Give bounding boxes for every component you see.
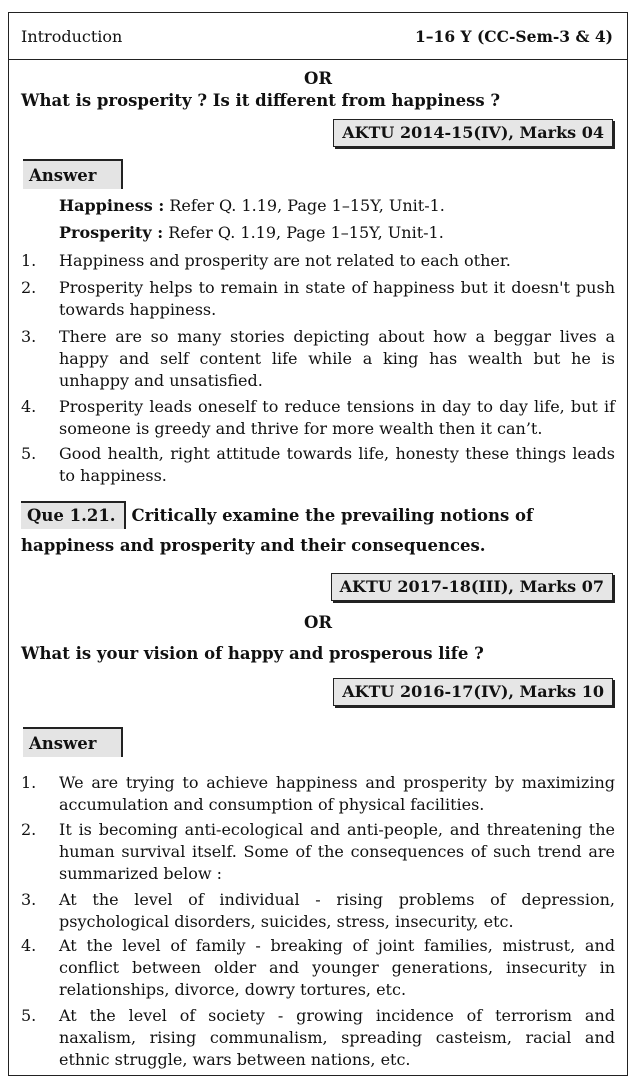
list-text: It is becoming anti-ecological and anti-people, and threatening the human survival itself. Some of the consequences of such trend are summarized below : bbox=[59, 820, 615, 883]
aktu-badge: AKTU 2017-18(III), Marks 07 bbox=[331, 573, 613, 601]
page bbox=[8, 12, 628, 1076]
list-number: 2. bbox=[21, 820, 37, 839]
list-item bbox=[21, 889, 615, 933]
aktu-badge: AKTU 2016-17(IV), Marks 10 bbox=[333, 678, 613, 706]
question-text: Critically examine the prevailing notions of happiness and prosperity and their consequences. bbox=[21, 506, 534, 555]
list-text: There are so many stories depicting about how a beggar lives a happy and self content life while a king has wealth but he is unhappy and unsatisfied. bbox=[59, 327, 615, 390]
list-number: 1. bbox=[21, 251, 37, 270]
list-text: At the level of individual - rising problems of depression, psychological disorders, suicides, stress, insecurity, etc. bbox=[59, 890, 615, 931]
list-text: Good health, right attitude towards life, honesty these things leads to happiness. bbox=[59, 444, 615, 485]
list-text: Prosperity leads oneself to reduce tensions in day to day life, but if someone is greedy and thrive for more wealth then it can’t. bbox=[59, 397, 615, 438]
list-item bbox=[21, 443, 615, 487]
happiness-label: Happiness : bbox=[59, 196, 165, 215]
list-item bbox=[21, 396, 615, 440]
list-number: 4. bbox=[21, 397, 37, 416]
list-text: At the level of society - growing incidence of terrorism and naxalism, rising communalism, spreading casteism, racial and ethnic struggle, wars between nations, etc. bbox=[59, 1006, 615, 1069]
list-text: We are trying to achieve happiness and prosperity by maximizing accumulation and consumption of physical facilities. bbox=[59, 773, 615, 814]
list-item bbox=[21, 1005, 615, 1071]
page-number: 1–16 Y (CC-Sem-3 & 4) bbox=[415, 27, 613, 46]
question-heading bbox=[21, 501, 615, 561]
list-number: 5. bbox=[21, 444, 37, 463]
answer-label: Answer bbox=[23, 727, 123, 757]
list-number: 3. bbox=[21, 327, 37, 346]
list-item bbox=[21, 326, 615, 392]
question-number: Que 1.21. bbox=[21, 501, 126, 529]
list-item bbox=[21, 772, 615, 816]
page-header bbox=[21, 27, 613, 51]
happiness-ref bbox=[59, 196, 445, 215]
prosperity-ref bbox=[59, 223, 444, 242]
or-separator: OR bbox=[303, 613, 333, 632]
list-item bbox=[21, 819, 615, 885]
list-text: Prosperity helps to remain in state of happiness but it doesn't push towards happiness. bbox=[59, 278, 615, 319]
answer-label: Answer bbox=[23, 159, 123, 189]
list-number: 5. bbox=[21, 1006, 37, 1025]
prosperity-label: Prosperity : bbox=[59, 223, 164, 242]
aktu-badge: AKTU 2014-15(IV), Marks 04 bbox=[333, 119, 613, 147]
list-text: Happiness and prosperity are not related to each other. bbox=[59, 251, 511, 270]
or-separator: OR bbox=[303, 69, 333, 88]
list-item bbox=[21, 935, 615, 1001]
question-text: What is prosperity ? Is it different from happiness ? bbox=[21, 91, 501, 110]
list-item bbox=[21, 250, 615, 272]
list-item bbox=[21, 277, 615, 321]
list-number: 4. bbox=[21, 936, 37, 955]
question-text: What is your vision of happy and prosperous life ? bbox=[21, 644, 484, 663]
section-title: Introduction bbox=[21, 27, 123, 46]
list-number: 1. bbox=[21, 773, 37, 792]
list-number: 3. bbox=[21, 890, 37, 909]
header-divider bbox=[9, 59, 627, 60]
happiness-ref-text: Refer Q. 1.19, Page 1–15Y, Unit-1. bbox=[164, 196, 445, 215]
list-text: At the level of family - breaking of joint families, mistrust, and conflict between older and younger generations, insecurity in relationships, divorce, dowry tortures, etc. bbox=[59, 936, 615, 999]
prosperity-ref-text: Refer Q. 1.19, Page 1–15Y, Unit-1. bbox=[163, 223, 444, 242]
list-number: 2. bbox=[21, 278, 37, 297]
